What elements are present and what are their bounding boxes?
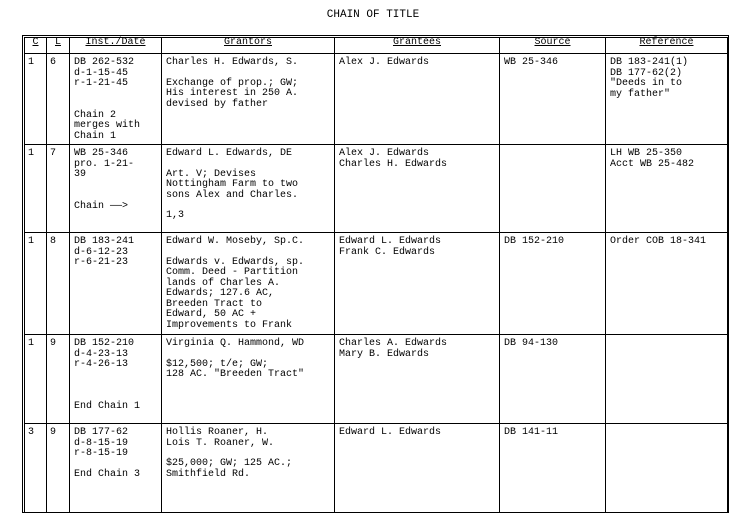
col-header-l: L <box>47 38 70 54</box>
cell-inst: DB 152-210 d-4-23-13 r-4-26-13 End Chain 1 <box>70 335 162 424</box>
chain-of-title-table <box>24 37 728 513</box>
cell-reference <box>606 424 728 513</box>
cell-grantor: Edward L. Edwards, DE Art. V; Devises Nottingham Farm to two sons Alex and Charles. 1,3 <box>162 145 335 233</box>
cell-c: 3 <box>25 424 47 513</box>
col-header-reference: Reference <box>606 38 728 54</box>
cell-reference: Order COB 18-341 <box>606 233 728 335</box>
cell-l: 8 <box>47 233 70 335</box>
col-header-grantees: Grantees <box>335 38 500 54</box>
cell-reference: LH WB 25-350 Acct WB 25-482 <box>606 145 728 233</box>
table-row <box>25 233 728 335</box>
cell-l: 9 <box>47 424 70 513</box>
cell-grantor: Virginia Q. Hammond, WD $12,500; t/e; GW; 128 AC. "Breeden Tract" <box>162 335 335 424</box>
page-title: CHAIN OF TITLE <box>326 9 420 21</box>
table-row <box>25 335 728 424</box>
cell-inst: DB 262-532 d-1-15-45 r-1-21-45 Chain 2 merges with Chain 1 <box>70 54 162 145</box>
cell-l: 6 <box>47 54 70 145</box>
cell-c: 1 <box>25 233 47 335</box>
cell-reference <box>606 335 728 424</box>
col-header-c: C <box>25 38 47 54</box>
cell-c: 1 <box>25 145 47 233</box>
cell-source: DB 94-130 <box>500 335 606 424</box>
cell-c: 1 <box>25 335 47 424</box>
col-header-inst-date: Inst./Date <box>70 38 162 54</box>
cell-grantor: Charles H. Edwards, S. Exchange of prop.; GW; His interest in 250 A. devised by father <box>162 54 335 145</box>
col-header-source: Source <box>500 38 606 54</box>
cell-source: DB 141-11 <box>500 424 606 513</box>
table-row <box>25 54 728 145</box>
cell-inst: DB 183-241 d-6-12-23 r-6-21-23 <box>70 233 162 335</box>
cell-l: 9 <box>47 335 70 424</box>
cell-grantor: Hollis Roaner, H. Lois T. Roaner, W. $25,000; GW; 125 AC.; Smithfield Rd. <box>162 424 335 513</box>
chain-of-title-table-frame <box>22 35 729 513</box>
cell-source: DB 152-210 <box>500 233 606 335</box>
cell-grantee: Alex J. Edwards Charles H. Edwards <box>335 145 500 233</box>
cell-grantee: Charles A. Edwards Mary B. Edwards <box>335 335 500 424</box>
cell-source <box>500 145 606 233</box>
cell-grantor: Edward W. Moseby, Sp.C. Edwards v. Edwards, sp. Comm. Deed - Partition lands of Charles A. Edwards; 127.6 AC, Breeden Tract to Edward, 50 AC + Improvements to Frank <box>162 233 335 335</box>
cell-c: 1 <box>25 54 47 145</box>
cell-source: WB 25-346 <box>500 54 606 145</box>
cell-l: 7 <box>47 145 70 233</box>
col-header-grantors: Grantors <box>162 38 335 54</box>
header-row <box>25 38 728 54</box>
cell-grantee: Edward L. Edwards <box>335 424 500 513</box>
cell-inst: WB 25-346 pro. 1-21- 39 Chain ——> <box>70 145 162 233</box>
cell-grantee: Alex J. Edwards <box>335 54 500 145</box>
table-row <box>25 424 728 513</box>
cell-reference: DB 183-241(1) DB 177-62(2) "Deeds in to my father" <box>606 54 728 145</box>
cell-inst: DB 177-62 d-8-15-19 r-8-15-19 End Chain 3 <box>70 424 162 513</box>
table-row <box>25 145 728 233</box>
cell-grantee: Edward L. Edwards Frank C. Edwards <box>335 233 500 335</box>
